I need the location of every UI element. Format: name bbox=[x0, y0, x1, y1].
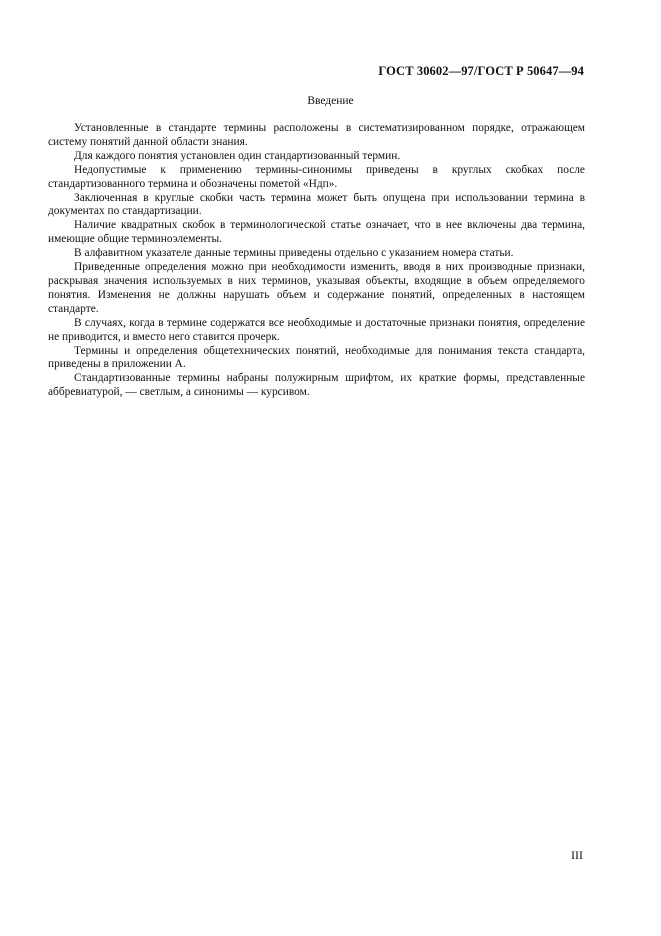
paragraph: Для каждого понятия установлен один стандартизованный термин. bbox=[74, 149, 401, 162]
section-title: Введение bbox=[307, 95, 354, 107]
paragraph: Приведенные определения можно при необходимости изменить, вводя в них производные признаки, раскрывая значения используемых в них терминов, указывая объекты, входящие в объем определяемого понятия. Изменения не должны нарушать объем и содержание понятий, определенных в настоящем стандарте. bbox=[48, 261, 585, 315]
body-text bbox=[48, 122, 585, 400]
paragraph: Установленные в стандарте термины расположены в систематизированном порядке, отражающем систему понятий данной области знания. bbox=[48, 122, 585, 148]
paragraph: Заключенная в круглые скобки часть термина может быть опущена при использовании термина в документах по стандартизации. bbox=[48, 191, 585, 218]
paragraph: Наличие квадратных скобок в терминологической статье означает, что в нее включены два термина, имеющие общие терминоэлементы. bbox=[48, 219, 585, 246]
paragraph: В случаях, когда в термине содержатся все необходимые и достаточные признаки понятия, определение не приводится, и вместо него ставится прочерк. bbox=[48, 316, 585, 343]
page-number: III bbox=[571, 848, 583, 862]
document-header-code: ГОСТ 30602—97/ГОСТ Р 50647—94 bbox=[378, 64, 584, 78]
paragraph: В алфавитном указателе данные термины приведены отдельно с указанием номера статьи. bbox=[74, 247, 514, 260]
paragraph: Стандартизованные термины набраны полужирным шрифтом, их краткие формы, представленные аббревиатурой, — светлым, а синонимы — курсивом. bbox=[48, 372, 585, 399]
paragraph: Термины и определения общетехнических понятий, необходимые для понимания текста стандарта, приведены в приложении А. bbox=[48, 344, 585, 371]
paragraph: Недопустимые к применению термины-синонимы приведены в круглых скобках после стандартизованного термина и обозначены пометой «Ндп». bbox=[48, 163, 585, 190]
